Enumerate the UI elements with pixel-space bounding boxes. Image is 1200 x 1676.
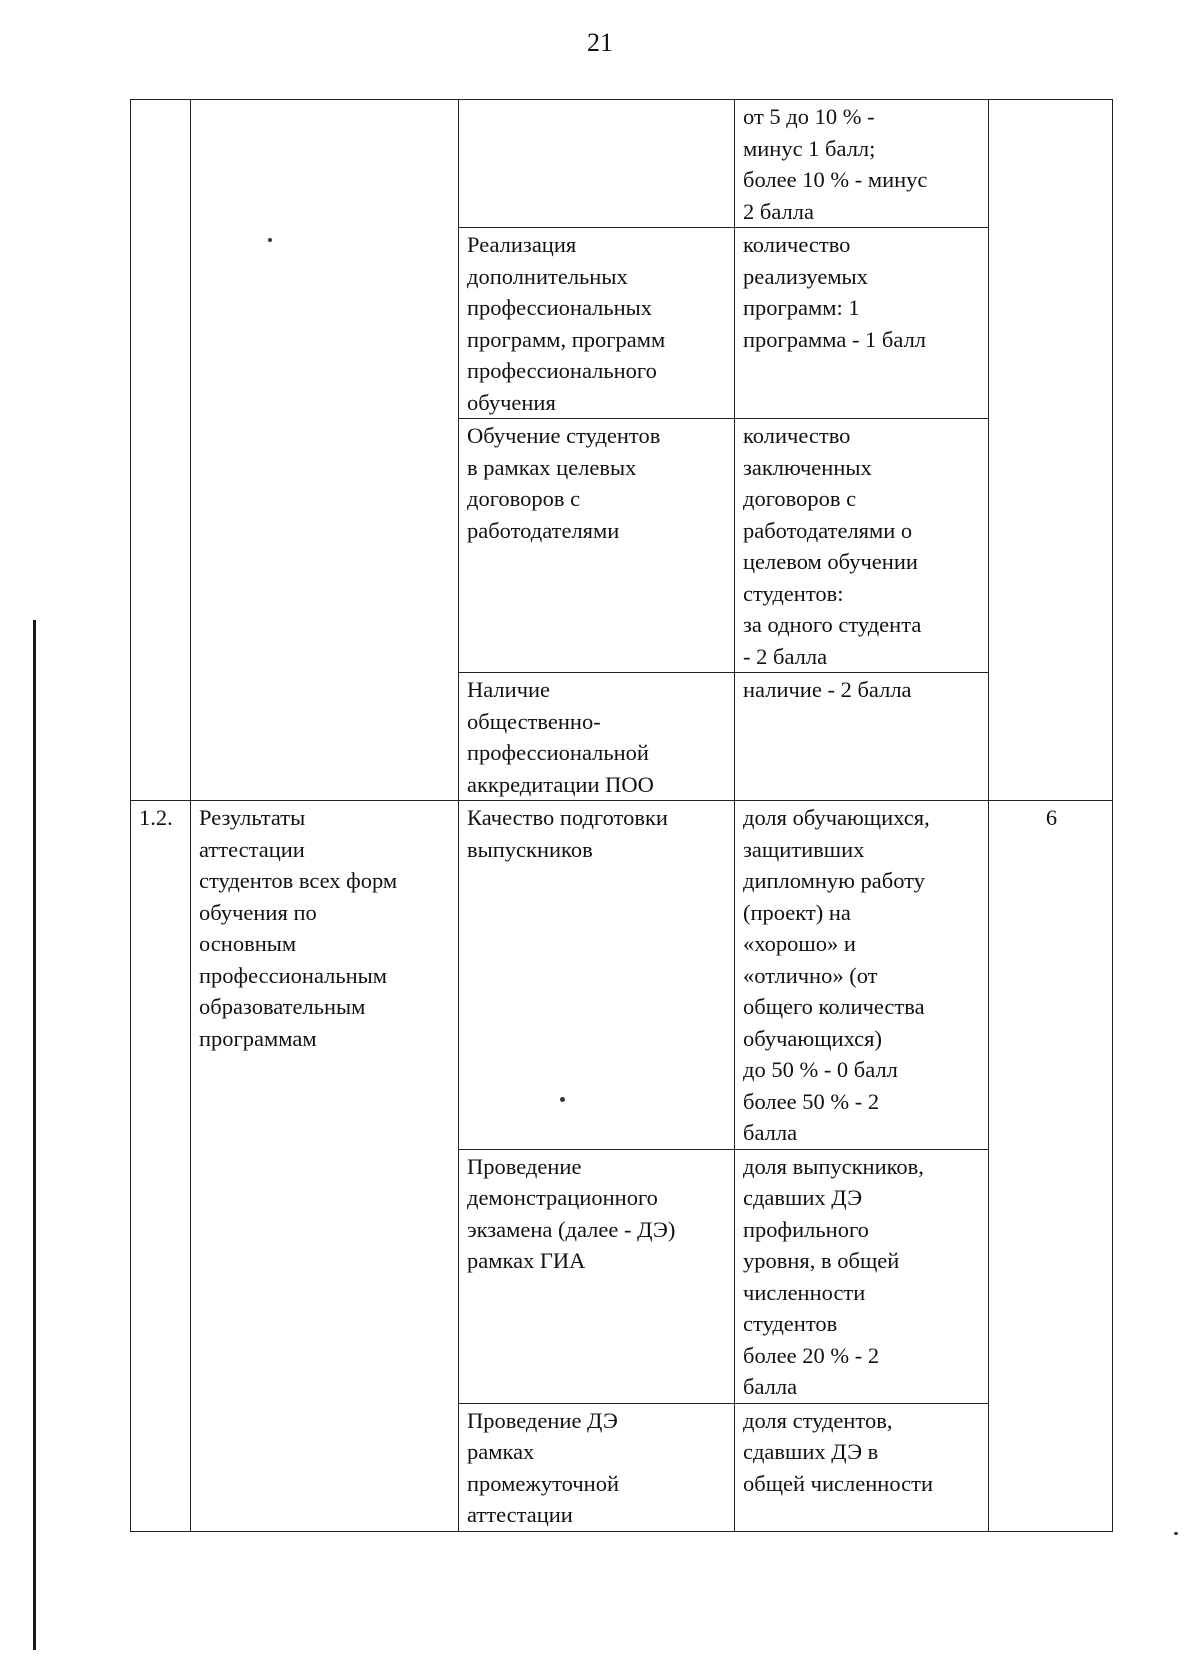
criterion-cell: доля выпускников, сдавших ДЭ профильного уровня, в общей численности студентов более 20 % - 2 балла	[735, 1149, 989, 1403]
section-title: Результаты аттестации студентов всех форм обучения по основным профессиональным образовательным программам	[191, 801, 459, 1532]
table-row	[131, 100, 1113, 228]
section-points	[989, 100, 1113, 801]
section-number: 1.2.	[131, 801, 191, 1532]
table-row	[131, 801, 1113, 1150]
scan-speck	[1174, 1532, 1178, 1535]
page-number: 21	[587, 28, 613, 57]
indicator-cell: Проведение ДЭ рамках промежуточной аттестации	[459, 1403, 735, 1531]
criterion-cell: доля обучающихся, защитивших дипломную работу (проект) на «хорошо» и «отлично» (от общего количества обучающихся) до 50 % - 0 балл более 50 % - 2 балла	[735, 801, 989, 1150]
indicator-cell: Реализация дополнительных профессиональных программ, программ профессионального обучения	[459, 228, 735, 419]
indicator-cell: Качество подготовки выпускников	[459, 801, 735, 1150]
criterion-cell: доля студентов, сдавших ДЭ в общей численности	[735, 1403, 989, 1531]
criterion-cell: количество заключенных договоров с работодателями о целевом обучении студентов: за одного студента - 2 балла	[735, 419, 989, 673]
indicator-cell: Наличие общественно- профессиональной аккредитации ПОО	[459, 673, 735, 801]
section-number	[131, 100, 191, 801]
scan-edge-line	[33, 620, 36, 1650]
section-title	[191, 100, 459, 801]
indicator-cell: Проведение демонстрационного экзамена (далее - ДЭ) рамках ГИА	[459, 1149, 735, 1403]
section-points: 6	[989, 801, 1113, 1532]
indicator-cell: Обучение студентов в рамках целевых договоров с работодателями	[459, 419, 735, 673]
criterion-cell: наличие - 2 балла	[735, 673, 989, 801]
criterion-cell: от 5 до 10 % - минус 1 балл; более 10 % - минус 2 балла	[735, 100, 989, 228]
criterion-cell: количество реализуемых программ: 1 программа - 1 балл	[735, 228, 989, 419]
criteria-table	[130, 99, 1113, 1532]
indicator-cell	[459, 100, 735, 228]
